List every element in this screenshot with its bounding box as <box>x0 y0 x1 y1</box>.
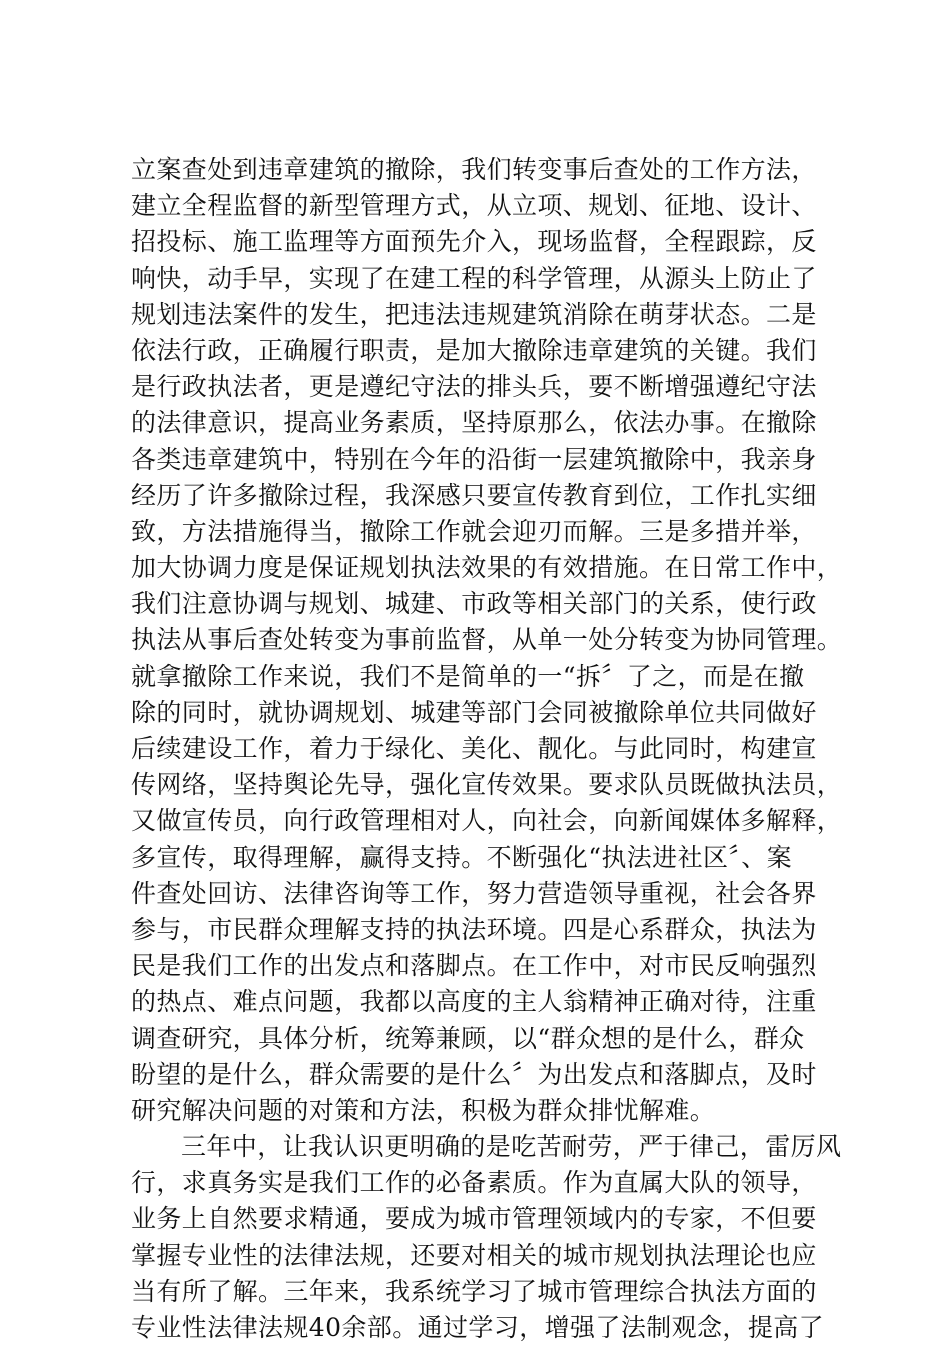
text-line: 就拿撤除工作来说，我们不是简单的一“拆〞了之，而是在撤 <box>131 661 805 691</box>
text-line: 多宣传，取得理解，赢得支持。不断强化“执法进社区〞、案 <box>131 842 793 872</box>
text-line: 经历了许多撤除过程，我深感只要宣传教育到位，工作扎实细 <box>131 480 817 510</box>
text-line: 立案查处到违章建筑的撤除，我们转变事后查处的工作方法， <box>131 155 817 184</box>
text-line: 行，求真务实是我们工作的必备素质。作为直属大队的领导， <box>131 1168 817 1198</box>
text-line: 依法行政，正确履行职责，是加大撤除违章建筑的关键。我们 <box>131 335 817 365</box>
text-line: 是行政执法者，更是遵纪守法的排头兵，要不断增强遵纪守法 <box>131 372 817 402</box>
text-line: 建立全程监督的新型管理方式，从立项、规划、征地、设计、 <box>131 191 817 221</box>
text-line: 的法律意识，提高业务素质，坚持原那么，依法办事。在撤除 <box>131 408 817 438</box>
text-line: 专业性法律法规40余部。通过学习，增强了法制观念，提高了 <box>131 1313 825 1342</box>
text-line: 我们注意协调与规划、城建、市政等相关部门的关系，使行政 <box>131 589 817 619</box>
text-line: 参与，市民群众理解支持的执法环境。四是心系群众，执法为 <box>131 914 817 944</box>
body-text <box>131 152 843 1346</box>
text-line: 响快，动手早，实现了在建工程的科学管理，从源头上防止了 <box>131 263 817 293</box>
text-line: 招投标、施工监理等方面预先介入，现场监督，全程跟踪，反 <box>131 227 817 257</box>
text-line: 的热点、难点问题，我都以高度的主人翁精神正确对待，注重 <box>131 987 817 1017</box>
text-line: 业务上自然要求精通，要成为城市管理领域内的专家，不但要 <box>131 1204 817 1234</box>
text-line: 调查研究，具体分析，统筹兼顾，以“群众想的是什么，群众 <box>131 1023 805 1053</box>
text-line: 当有所了解。三年来，我系统学习了城市管理综合执法方面的 <box>131 1276 817 1306</box>
text-line: 研究解决问题的对策和方法，积极为群众排忧解难。 <box>131 1095 716 1125</box>
text-line: 各类违章建筑中，特别在今年的沿街一层建筑撤除中，我亲身 <box>131 444 817 474</box>
text-line: 规划违法案件的发生，把违法违规建筑消除在萌芽状态。二是 <box>131 299 817 329</box>
text-line: 加大协调力度是保证规划执法效果的有效措施。在日常工作中， <box>131 553 843 583</box>
text-line: 盼望的是什么，群众需要的是什么〞为出发点和落脚点，及时 <box>131 1059 817 1089</box>
text-line: 致，方法措施得当，撤除工作就会迎刃而解。三是多措并举， <box>131 516 817 546</box>
text-line: 传网络，坚持舆论先导，强化宣传效果。要求队员既做执法员， <box>131 770 843 800</box>
text-line: 又做宣传员，向行政管理相对人，向社会，向新闻媒体多解释， <box>131 806 843 836</box>
text-line: 掌握专业性的法律法规，还要对相关的城市规划执法理论也应 <box>131 1240 817 1270</box>
text-line: 后续建设工作，着力于绿化、美化、靓化。与此同时，构建宣 <box>131 734 817 763</box>
paragraph-start-line: 三年中，让我认识更明确的是吃苦耐劳，严于律己，雷厉风 <box>181 1132 842 1162</box>
text-line: 民是我们工作的出发点和落脚点。在工作中，对市民反响强烈 <box>131 951 817 981</box>
text-line: 件查处回访、法律咨询等工作，努力营造领导重视，社会各界 <box>131 878 817 908</box>
text-line: 除的同时，就协调规划、城建等部门会同被撤除单位共同做好 <box>131 697 817 727</box>
text-line: 执法从事后查处转变为事前监督，从单一处分转变为协同管理。 <box>131 625 843 655</box>
